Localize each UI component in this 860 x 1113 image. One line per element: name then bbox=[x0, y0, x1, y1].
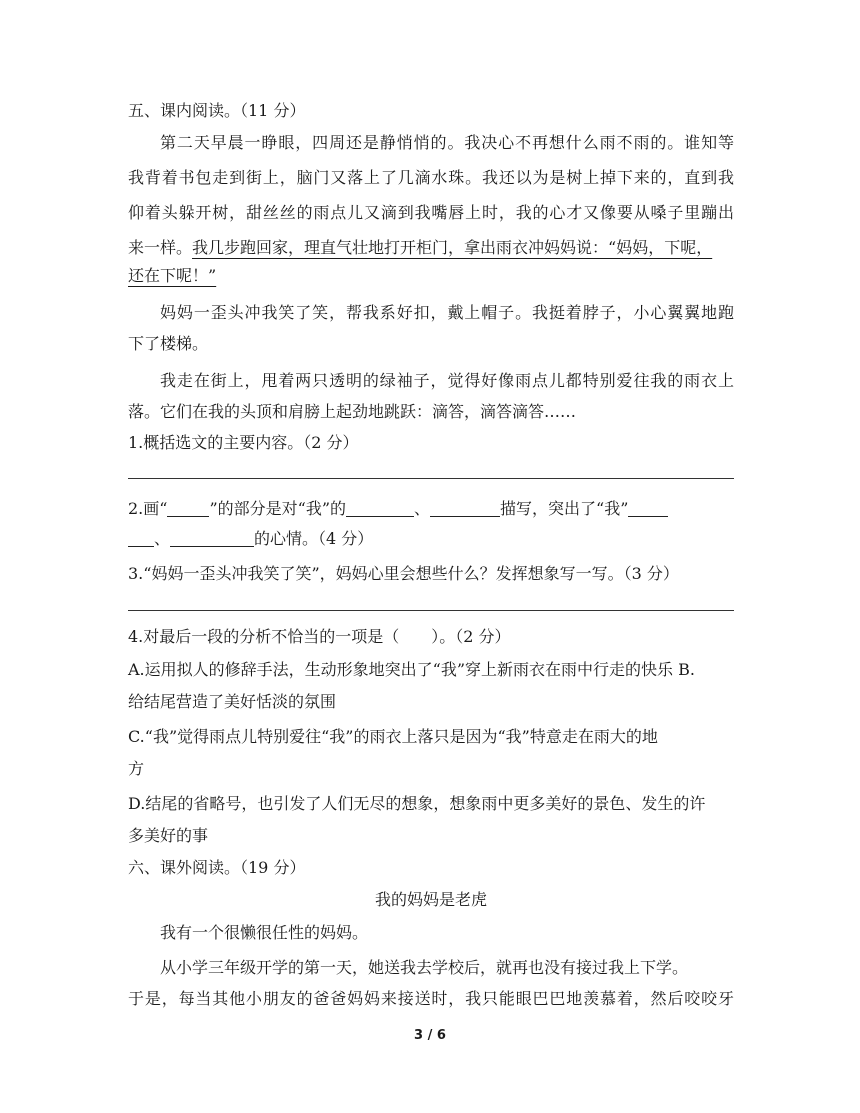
option-c-cont: 方 bbox=[128, 759, 145, 778]
passage-line: 第二天早晨一睁眼，四周还是静悄悄的。我决心不再想什么雨不雨的。谁知等 bbox=[160, 133, 734, 152]
passage-text: 来一样。 bbox=[128, 238, 193, 257]
passage-line bbox=[128, 237, 734, 259]
story-paragraph: 从小学三年级开学的第一天，她送我去学校后，就再也没有接过我上下学。 bbox=[160, 958, 689, 977]
story-title: 我的妈妈是老虎 bbox=[374, 890, 487, 909]
answer-blank[interactable] bbox=[170, 530, 254, 547]
underline-mark-blank bbox=[167, 500, 209, 517]
passage-line: 落。它们在我的头顶和肩膀上起劲地跳跃：滴答，滴答滴答…… bbox=[128, 402, 577, 421]
answer-blank[interactable] bbox=[430, 500, 500, 517]
section5-heading: 五、课内阅读。（11 分） bbox=[128, 101, 306, 120]
underlined-sentence-end: 还在下呢！” bbox=[128, 266, 217, 285]
question-3: 3.“妈妈一歪头冲我笑了笑”，妈妈心里会想些什么？发挥想象写一写。（3 分） bbox=[128, 564, 679, 583]
option-d: D.结尾的省略号，也引发了人们无尽的想象，想象雨中更多美好的景色、发生的许 bbox=[128, 794, 706, 813]
question-1: 1.概括选文的主要内容。（2 分） bbox=[128, 433, 359, 452]
answer-line[interactable] bbox=[128, 478, 734, 479]
option-d-cont: 多美好的事 bbox=[128, 826, 209, 845]
underlined-sentence: 我几步跑回家，理直气壮地打开柜门，拿出雨衣冲妈妈说：“妈妈，下呢， bbox=[192, 238, 713, 257]
section6-heading: 六、课外阅读。（19 分） bbox=[128, 858, 306, 877]
option-c: C.“我”觉得雨点儿特别爱往“我”的雨衣上落只是因为“我”特意走在雨大的地 bbox=[128, 727, 658, 746]
story-paragraph-cont: 于是，每当其他小朋友的爸爸妈妈来接送时，我只能眼巴巴地羡慕着，然后咬咬牙 bbox=[128, 989, 734, 1008]
option-a: A.运用拟人的修辞手法，生动形象地突出了“我”穿上新雨衣在雨中行走的快乐 B. bbox=[128, 660, 695, 679]
answer-blank[interactable] bbox=[346, 500, 414, 517]
page-number: 3 / 6 bbox=[414, 1028, 446, 1043]
story-paragraph: 我有一个很懒很任性的妈妈。 bbox=[160, 923, 369, 942]
passage-line: 下了楼梯。 bbox=[128, 334, 209, 353]
passage-line: 仰着头躲开树，甜丝丝的雨点儿又滴到我嘴唇上时，我的心才又像要从嗓子里蹦出 bbox=[128, 203, 734, 222]
passage-line: 妈妈一歪头冲我笑了笑，帮我系好扣，戴上帽子。我挺着脖子，小心翼翼地跑 bbox=[160, 303, 734, 322]
passage-line: 我走在街上，甩着两只透明的绿袖子，觉得好像雨点儿都特别爱往我的雨衣上 bbox=[160, 371, 734, 390]
question-2: 2.画“ ”的部分是对“我”的 、 描写，突出了“我” bbox=[128, 498, 734, 520]
question-2-cont: 、 的心情。（4 分） bbox=[128, 528, 734, 550]
answer-blank[interactable] bbox=[628, 500, 668, 517]
answer-blank[interactable] bbox=[128, 530, 154, 547]
answer-line[interactable] bbox=[128, 610, 734, 611]
question-4: 4.对最后一段的分析不恰当的一项是（ ）。（2 分） bbox=[128, 627, 511, 646]
passage-line: 我背着书包走到街上，脑门又落上了几滴水珠。我还以为是树上掉下来的，直到我 bbox=[128, 168, 734, 187]
option-b: 给结尾营造了美好恬淡的氛围 bbox=[128, 692, 337, 711]
